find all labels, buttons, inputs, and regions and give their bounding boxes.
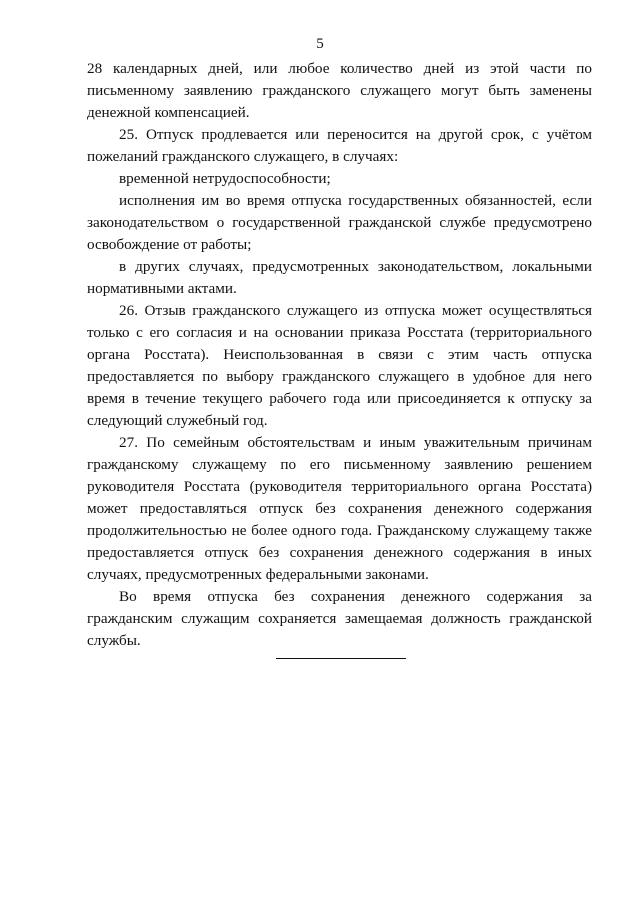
list-item-temporary-disability: временной нетрудоспособности; <box>119 170 331 187</box>
document-body <box>87 58 592 652</box>
paragraph-25: 25. Отпуск продлевается или переносится на другой срок, с учётом пожеланий гражданского служащего, в случаях: <box>87 126 592 165</box>
paragraph-continuation: 28 календарных дней, или любое количество дней из этой части по письменному заявлению гражданского служащего могут быть заменены денежной компенсацией. <box>87 60 592 121</box>
paragraph-26: 26. Отзыв гражданского служащего из отпуска может осуществляться только с его согласия и на основании приказа Росстата (территориального органа Росстата). Неиспользованная в связи с этим часть отпуска предоставляется по выбору гражданского служащего в удобное для него время в течение текущего рабочего года или присоединяется к отпуску за следующий служебный год. <box>87 302 592 429</box>
paragraph-27: 27. По семейным обстоятельствам и иным уважительным причинам гражданскому служащему по его письменному заявлению решением руководителя Росстата (руководителя территориального органа Росстата) может предоставляться отпуск без сохранения денежного содержания продолжительностью не более одного года. Гражданскому служащему также предоставляется отпуск без сохранения денежного содержания в иных случаях, предусмотренных федеральными законами. <box>87 434 592 583</box>
page-number: 5 <box>316 36 324 52</box>
paragraph-unpaid-leave-position: Во время отпуска без сохранения денежного содержания за гражданским служащим сохраняется замещаемая должность гражданской службы. <box>87 588 592 649</box>
end-separator-line <box>276 658 406 659</box>
list-item-state-duties: исполнения им во время отпуска государственных обязанностей, если законодательством о государственной гражданской службе предусмотрено освобождение от работы; <box>87 192 592 253</box>
list-item-other-cases: в других случаях, предусмотренных законодательством, локальными нормативными актами. <box>87 258 592 297</box>
